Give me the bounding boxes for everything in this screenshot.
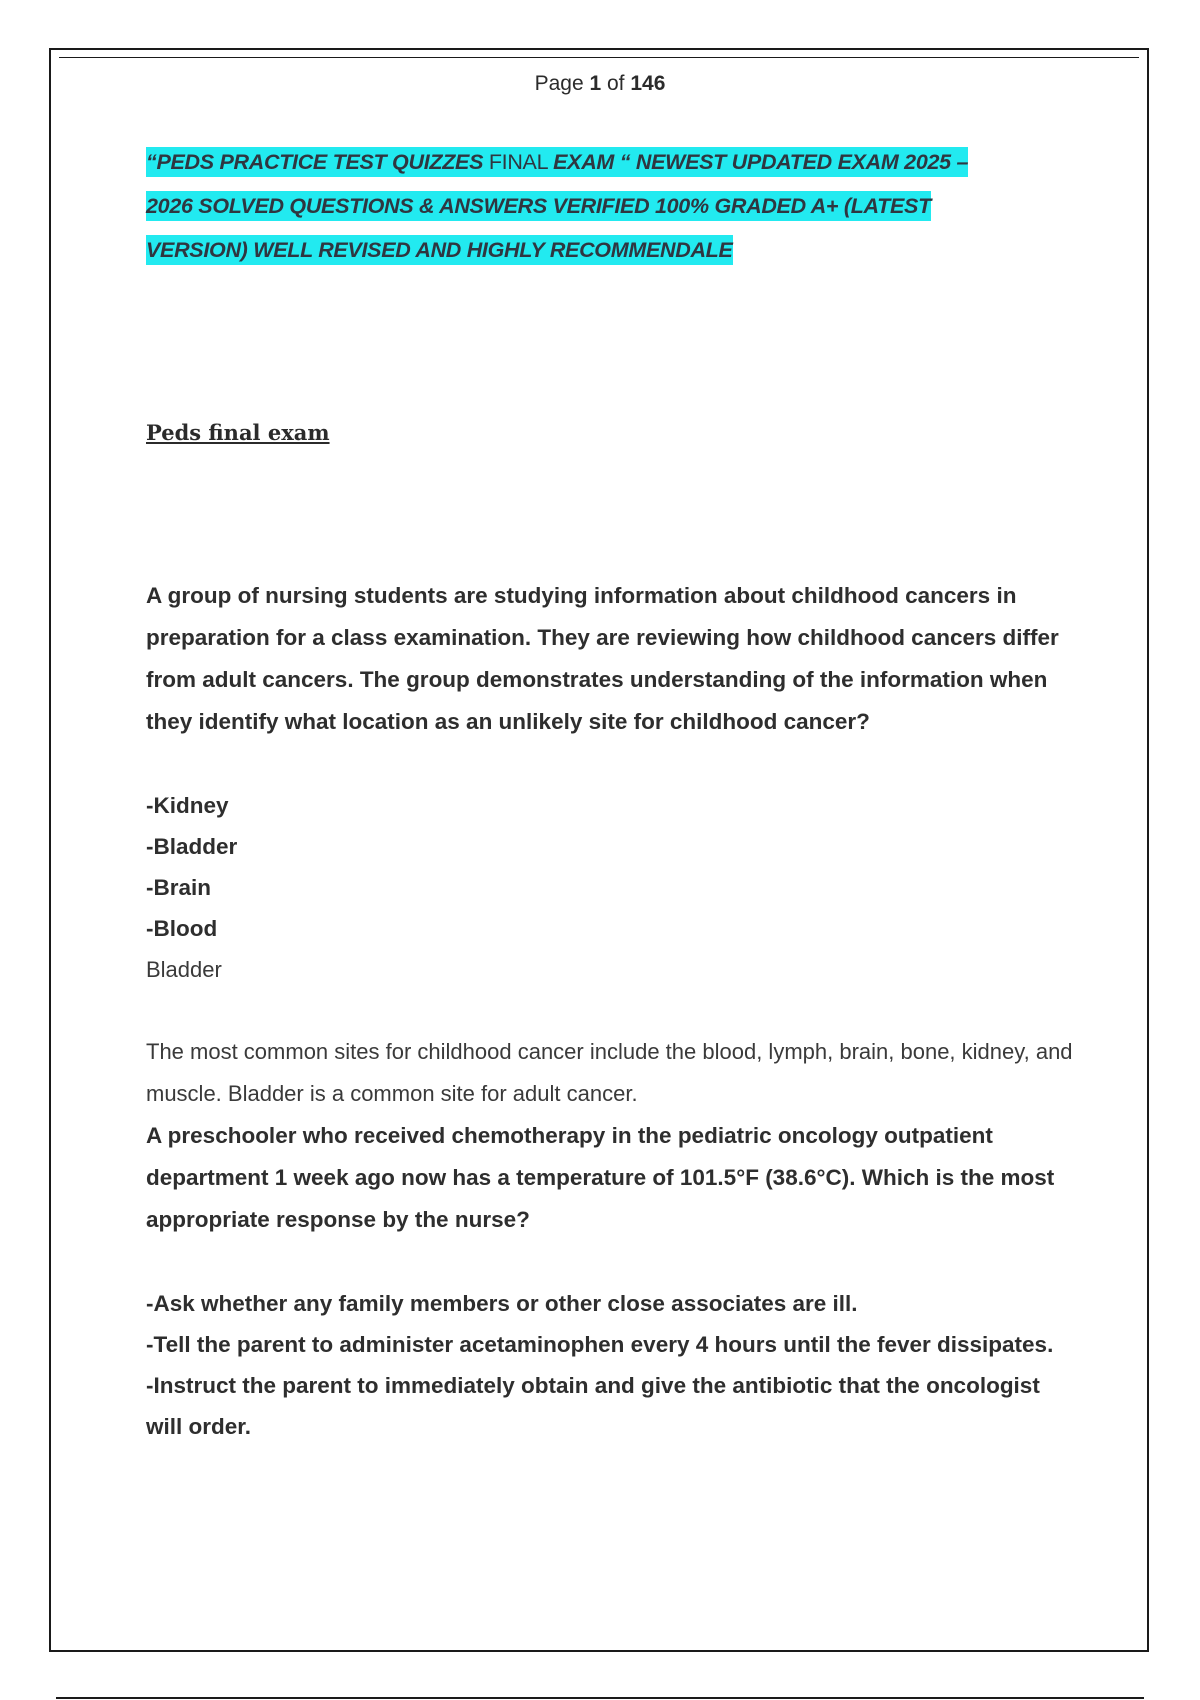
page-total: 146 [630, 72, 666, 95]
option-item: -Brain [146, 875, 212, 900]
page-label: Page [534, 72, 584, 95]
page-current: 1 [589, 72, 602, 95]
question-2-options [146, 1283, 1076, 1447]
title-seg-2: FINAL [488, 150, 554, 174]
question-1-text: A group of nursing students are studying information about childhood cancers in preparation for a class examination. They are reviewing how childhood cancers differ from adult cancers. The group demonstrates understanding of the information when they identify what location as an unlikely site for childhood cancer? [146, 583, 1059, 734]
option-item: -Instruct the parent to immediately obtain and give the antibiotic that the oncologist will order. [146, 1373, 1040, 1439]
title-line-1 [146, 147, 968, 177]
title-seg-1: “PEDS PRACTICE TEST QUIZZES [146, 150, 489, 174]
option-item: -Tell the parent to administer acetaminophen every 4 hours until the fever dissipates. [146, 1332, 1054, 1357]
section-heading: Peds final exam [146, 420, 330, 445]
page-of: of [607, 72, 625, 95]
bottom-rule [56, 1697, 1144, 1699]
option-item: -Kidney [146, 793, 229, 818]
top-rule [59, 57, 1139, 58]
title-seg-3: EXAM “ NEWEST UPDATED EXAM 2025 – [553, 150, 969, 174]
question-1-options [146, 785, 1076, 991]
option-item: -Ask whether any family members or other close associates are ill. [146, 1291, 858, 1316]
question-1-answer: Bladder [146, 957, 222, 982]
option-item: -Blood [146, 916, 218, 941]
title-line-3: VERSION) WELL REVISED AND HIGHLY RECOMMENDALE [146, 235, 733, 265]
page-number [0, 72, 1200, 96]
question-1-rationale: The most common sites for childhood cancer include the blood, lymph, brain, bone, kidney, and muscle. Bladder is a common site for adult cancer. [146, 1039, 1073, 1106]
title-line-2: 2026 SOLVED QUESTIONS & ANSWERS VERIFIED 100% GRADED A+ (LATEST [146, 191, 931, 221]
document-content [146, 140, 1076, 1447]
question-2-text: A preschooler who received chemotherapy in the pediatric oncology outpatient department 1 week ago now has a temperature of 101.5°F (38.6°C). Which is the most appropriate response by the nurse? [146, 1123, 1055, 1232]
document-title [146, 140, 1076, 272]
option-item: -Bladder [146, 834, 238, 859]
